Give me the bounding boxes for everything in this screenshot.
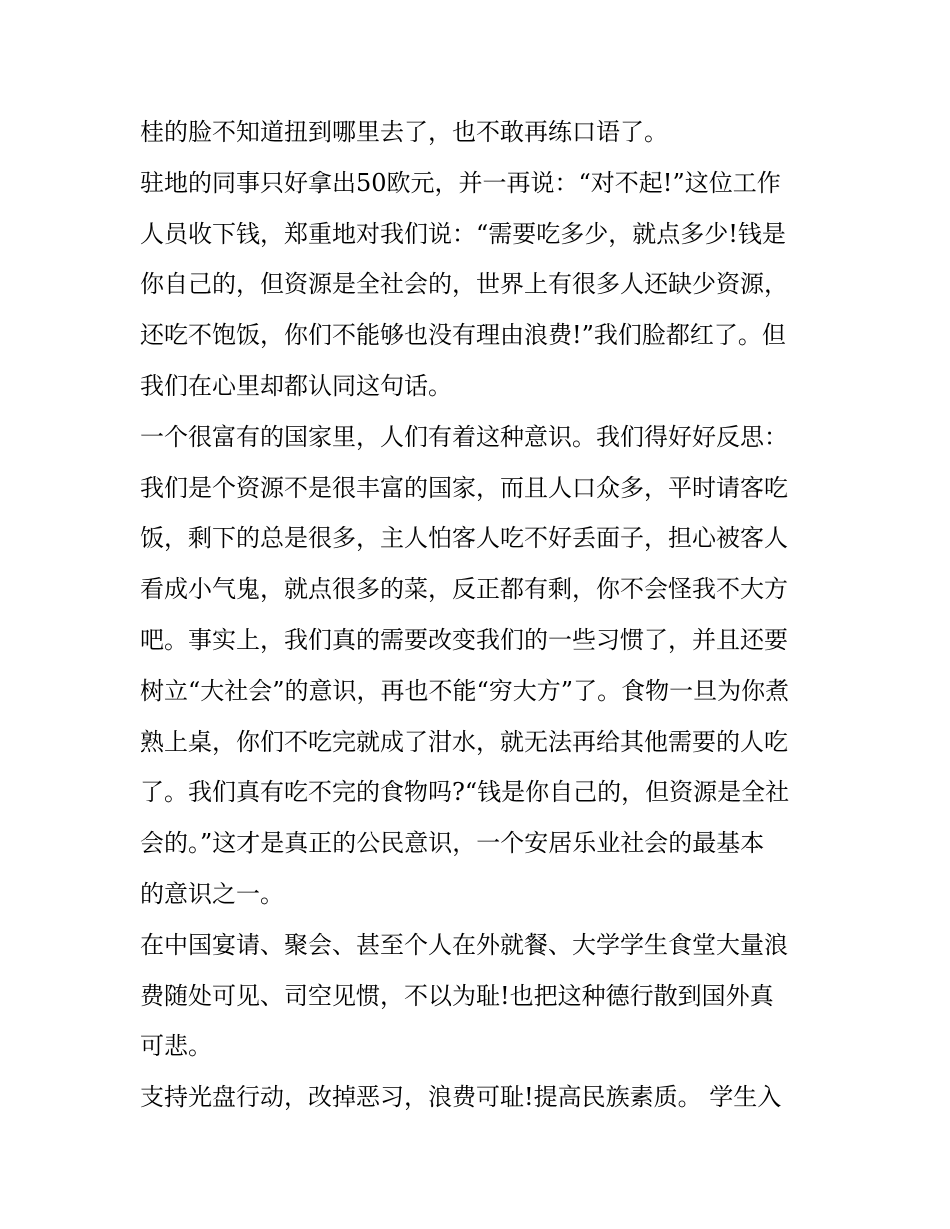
text-line: 桂的脸不知道扭到哪里去了，也不敢再练口语了。: [140, 118, 668, 146]
text-line: 我们是个资源不是很丰富的国家，而且人口众多，平时请客吃: [140, 473, 788, 502]
text-line: 我们在心里却都认同这句话。: [140, 371, 452, 400]
text-line: 看成小气鬼，就点很多的菜，反正都有剩，你不会怪我不大方: [140, 575, 788, 604]
text-line: 熟上桌，你们不吃完就成了泔水，就无法再给其他需要的人吃: [140, 727, 788, 756]
text-line: 费随处可见、司空见惯，不以为耻!也把这种德行散到国外真: [140, 981, 774, 1010]
text-line: 树立“大社会”的意识，再也不能“穷大方”了。食物一旦为你煮: [140, 676, 790, 705]
text-line: 饭，剩下的总是很多，主人怕客人吃不好丢面子，担心被客人: [140, 524, 788, 553]
text-line: 还吃不饱饭，你们不能够也没有理由浪费!”我们脸都红了。但: [140, 321, 786, 350]
text-line: 的意识之一。: [140, 879, 284, 908]
text-line: 你自己的，但资源是全社会的，世界上有很多人还缺少资源，: [140, 270, 788, 299]
text-line: 在中国宴请、聚会、甚至个人在外就餐、大学学生食堂大量浪: [140, 930, 788, 959]
text-line: 可悲。: [140, 1032, 212, 1061]
text-line: 支持光盘行动，改掉恶习，浪费可耻!提高民族素质。 学生入: [140, 1083, 782, 1112]
text-line: 了。我们真有吃不完的食物吗?“钱是你自己的，但资源是全社: [140, 778, 790, 807]
text-line: 一个很富有的国家里，人们有着这种意识。我们得好好反思：: [140, 422, 788, 451]
text-line: 吧。事实上，我们真的需要改变我们的一些习惯了，并且还要: [140, 625, 788, 654]
text-line: 人员收下钱，郑重地对我们说：“需要吃多少，就点多少!钱是: [140, 219, 786, 248]
body-text: [140, 107, 820, 1123]
text-line: 驻地的同事只好拿出50欧元，并一再说：“对不起!”这位工作: [140, 168, 781, 197]
text-line: 会的。”这才是真正的公民意识，一个安居乐业社会的最基本: [140, 829, 765, 858]
